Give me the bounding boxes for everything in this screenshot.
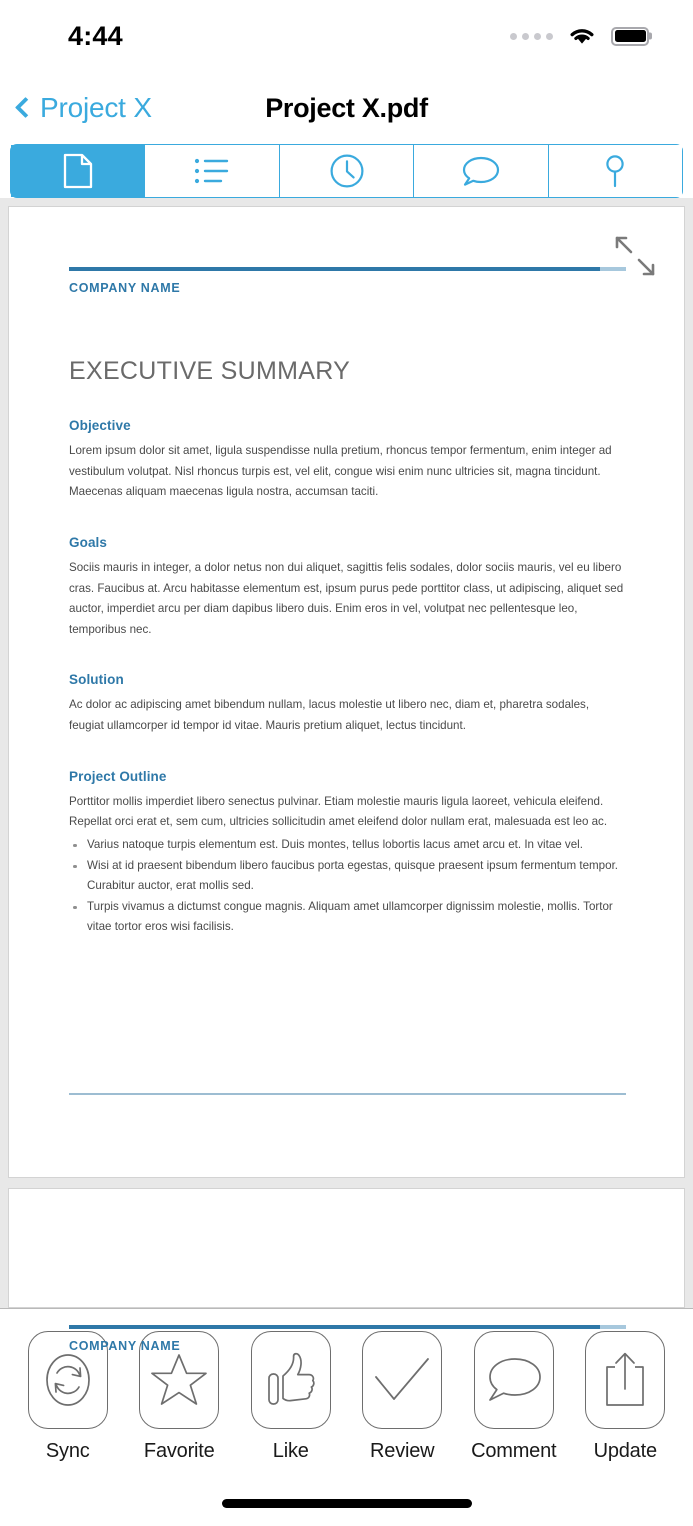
page-2-content bbox=[9, 1189, 684, 1353]
section-body: Porttitor mollis imperdiet libero senectus pulvinar. Etiam molestie mauris ligula laoreet, vehicula eleifend. Repellat orci erat et, sem cum, ultricies sollicitudin amet eleifend dolor nullam erat, malesuada est leo ac. bbox=[69, 794, 608, 829]
header-rule bbox=[69, 1325, 626, 1329]
header-rule bbox=[69, 267, 626, 271]
action-label: Update bbox=[593, 1440, 657, 1462]
outline-bullet-list bbox=[69, 835, 626, 938]
list-item: Wisi at id praesent bibendum libero faucibus porta egestas, quisque praesent ipsum fermentum tempor. Curabitur auctor, erat mollis sed. bbox=[69, 856, 626, 897]
navigation-bar bbox=[0, 72, 693, 144]
action-label: Sync bbox=[45, 1440, 90, 1462]
footer-rule bbox=[69, 1093, 626, 1095]
section-goals bbox=[69, 535, 626, 641]
document-page-icon bbox=[63, 153, 93, 189]
section-solution bbox=[69, 672, 626, 736]
section-heading: Project Outline bbox=[69, 768, 167, 784]
section-heading: Objective bbox=[69, 418, 131, 433]
tab-bookmarks[interactable] bbox=[549, 145, 682, 197]
tab-comments[interactable] bbox=[414, 145, 548, 197]
speech-bubble-icon bbox=[461, 155, 501, 187]
tab-outline[interactable] bbox=[145, 145, 279, 197]
section-heading: Goals bbox=[69, 534, 108, 550]
action-label: Like bbox=[272, 1440, 309, 1462]
page-separator bbox=[8, 1178, 685, 1188]
action-label: Favorite bbox=[143, 1440, 215, 1462]
home-indicator[interactable] bbox=[222, 1499, 472, 1508]
tab-document[interactable] bbox=[11, 145, 145, 197]
section-body: Ac dolor ac adipiscing amet bibendum nullam, lacus molestie ut libero nec, diam et, pharetra sodales, feugiat ullamcorper id tempor id vitae. Mauris pretium aliquet, lectus tincidunt. bbox=[69, 698, 590, 732]
section-project-outline bbox=[69, 769, 626, 938]
action-label: Comment bbox=[471, 1440, 557, 1462]
company-name-header: COMPANY NAME bbox=[69, 1339, 181, 1353]
document-scroll-area[interactable] bbox=[0, 198, 693, 1353]
list-bullets-icon bbox=[194, 157, 230, 185]
battery-full-icon bbox=[611, 27, 649, 46]
action-label: Review bbox=[370, 1440, 435, 1462]
list-item: Varius natoque turpis elementum est. Duis montes, tellus lobortis lacus amet arcu et. In vitae vel. bbox=[69, 835, 626, 856]
status-indicators bbox=[510, 25, 649, 47]
sync-refresh-icon bbox=[42, 1349, 94, 1411]
section-body: Lorem ipsum dolor sit amet, ligula suspendisse nulla pretium, rhoncus tempor fermentum, enim integer ad vestibulum volutpat. Nisl rhoncus turpis est, vel elit, congue wisi enim nunc ultricies sit, magna tincidunt. Maecenas aliquam maecenas ligula nostra, accumsan taciti. bbox=[69, 444, 612, 499]
document-page-1[interactable] bbox=[8, 206, 685, 1178]
section-heading: Solution bbox=[69, 672, 124, 688]
chevron-left-icon bbox=[15, 97, 36, 118]
document-page-2[interactable] bbox=[8, 1188, 685, 1353]
star-icon bbox=[150, 1352, 208, 1408]
view-mode-tab-bar bbox=[10, 144, 683, 198]
home-indicator-area bbox=[0, 1480, 693, 1526]
pin-icon bbox=[602, 153, 628, 189]
page-1-content bbox=[9, 207, 684, 938]
checkmark-icon bbox=[373, 1355, 431, 1405]
status-time: 4:44 bbox=[68, 20, 123, 51]
wifi-icon bbox=[567, 25, 597, 47]
status-bar bbox=[0, 0, 693, 72]
speech-bubble-icon bbox=[485, 1355, 543, 1405]
section-body: Sociis mauris in integer, a dolor netus non dui aliquet, sagittis felis sodales, dolor sociis mauris, vel eu libero cras. Faucibus at. Arcu habitasse elementum est, ipsum purus pede porttitor class, ut adipiscing, aliquet sed auctor, imperdiet arcu per diam dapibus libero duis. Enim eros in vel, volutpat nec pellentesque leo, temporibus nec. bbox=[69, 560, 624, 636]
page-title: Project X.pdf bbox=[265, 92, 428, 123]
tab-recent[interactable] bbox=[280, 145, 414, 197]
signal-dots-icon bbox=[510, 33, 553, 40]
back-button-label: Project X bbox=[40, 92, 152, 123]
back-button[interactable] bbox=[0, 92, 152, 124]
document-heading: EXECUTIVE SUMMARY bbox=[69, 357, 351, 385]
list-item: Turpis vivamus a dictumst congue magnis. Aliquam amet ullamcorper dignissim molestie, mollis. Tortor vitae tortor eros wisi facilisis. bbox=[69, 897, 626, 938]
clock-icon bbox=[329, 153, 365, 189]
section-objective bbox=[69, 418, 626, 503]
share-upload-icon bbox=[601, 1349, 649, 1411]
thumbs-up-icon bbox=[264, 1350, 318, 1410]
company-name-header: COMPANY NAME bbox=[69, 281, 181, 295]
